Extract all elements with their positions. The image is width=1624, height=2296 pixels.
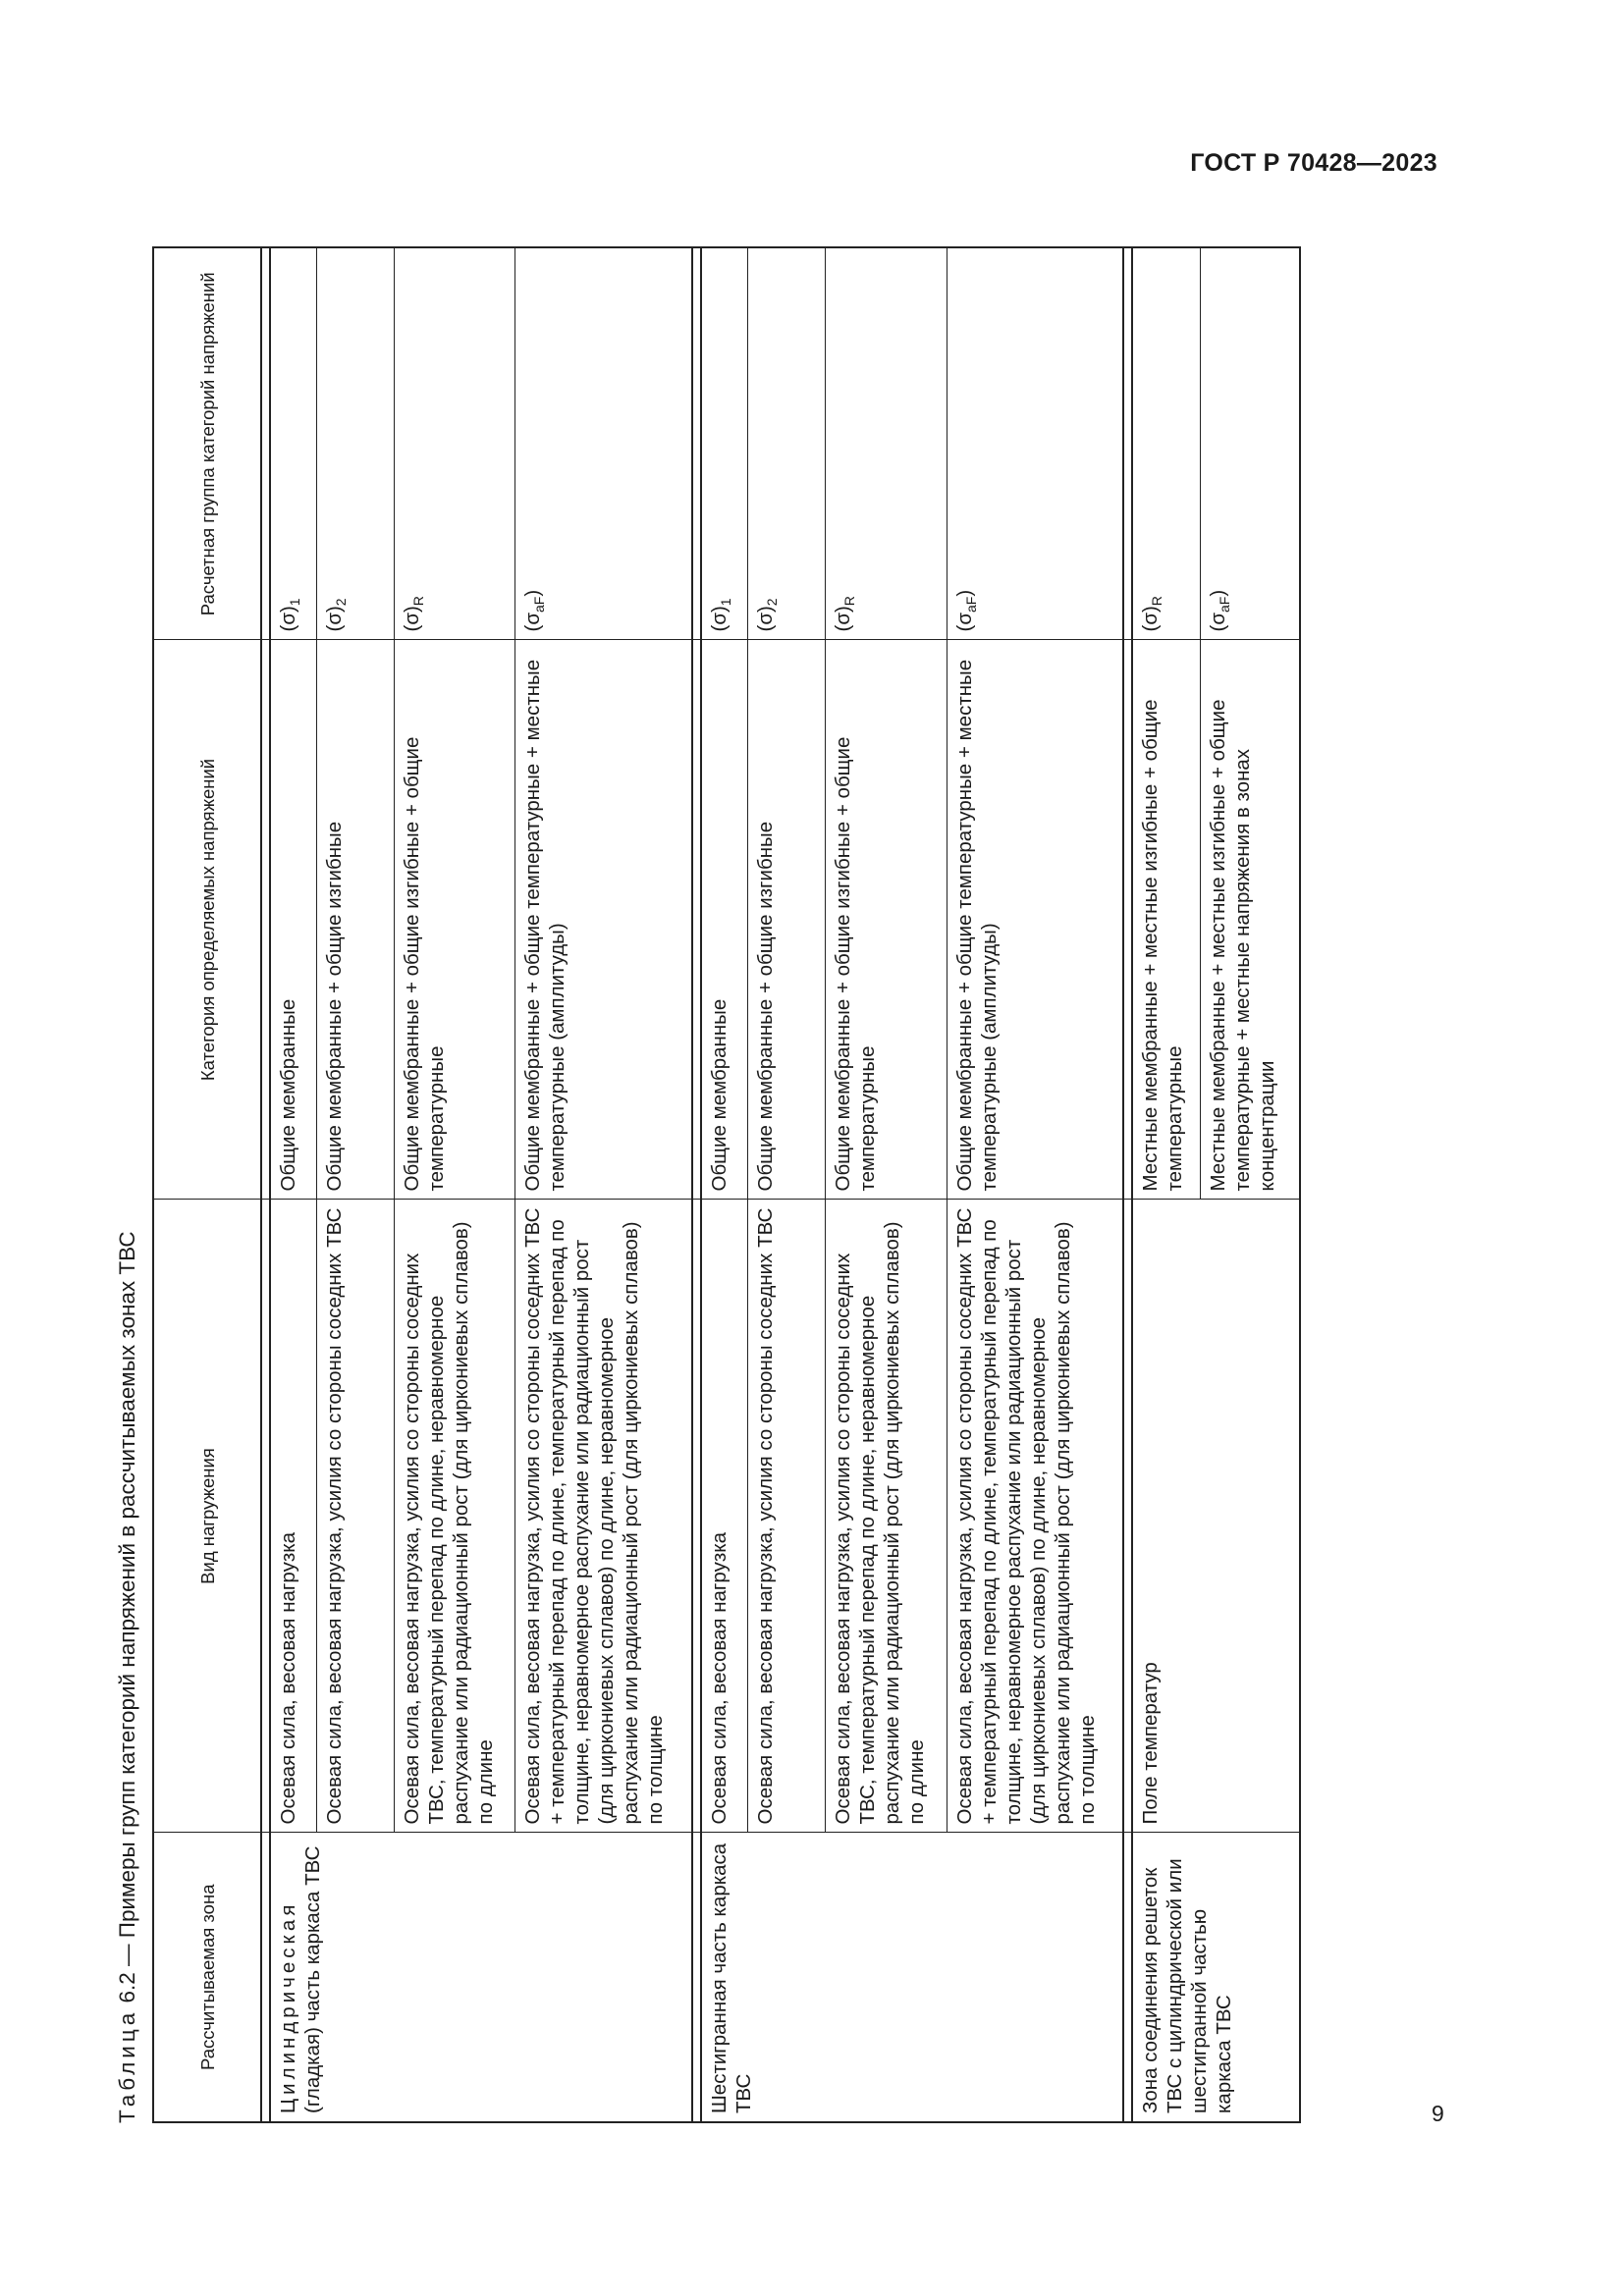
- load-cell: Поле температур: [1132, 1200, 1300, 1833]
- category-cell: Общие мембранные: [701, 640, 748, 1200]
- group-cell: [515, 247, 692, 640]
- header-separator: [261, 247, 270, 2122]
- zone-cylindrical-spaced: Цилиндрическая: [276, 1900, 299, 2113]
- group-base: (σ): [276, 606, 299, 632]
- zone-separator: [692, 247, 701, 2122]
- caption-prefix: Таблица: [115, 2008, 139, 2123]
- load-cell: Осевая сила, весовая нагрузка, усилия со стороны соседних ТВС: [317, 1200, 395, 1833]
- category-cell: Общие мембранные + общие изгибные + общие температурные: [826, 640, 947, 1200]
- load-cell: Осевая сила, весовая нагрузка, усилия со стороны соседних ТВС: [748, 1200, 826, 1833]
- category-cell: Общие мембранные + общие изгибные: [748, 640, 826, 1200]
- group-cell: [270, 247, 317, 640]
- group-sub: aF: [531, 596, 548, 614]
- group-sub: 1: [287, 598, 303, 607]
- group-base: (σ): [400, 606, 423, 632]
- standard-designation: ГОСТ Р 70428—2023: [1190, 149, 1437, 177]
- page-number: 9: [1432, 2101, 1444, 2126]
- rotated-table-block: [103, 248, 1301, 2123]
- group-cell: [1201, 247, 1300, 640]
- category-cell: Общие мембранные + общие температурные + местные температурные (амплитуды): [947, 640, 1123, 1200]
- group-cell: [947, 247, 1123, 640]
- load-cell: Осевая сила, весовая нагрузка: [270, 1200, 317, 1833]
- col-header-load: Вид нагружения: [153, 1200, 261, 1833]
- group-sub: R: [1149, 596, 1165, 607]
- group-base: (σ: [521, 613, 545, 632]
- table-row: [1132, 247, 1201, 2122]
- col-header-category: Категория определяемых напряжений: [153, 640, 261, 1200]
- group-sub: R: [409, 596, 426, 607]
- group-base: (σ): [708, 606, 731, 632]
- load-cell: Осевая сила, весовая нагрузка, усилия со стороны соседних ТВС + температурный перепад по длине, температурный перепад по толщине, неравномерное распухание или радиационный рост (для циркониевых сплавов) по длине, неравномерное распухание или радиационный рост (для циркониевых сплавов) по толщине: [515, 1200, 692, 1833]
- group-cell: [1132, 247, 1201, 640]
- zone-hexagonal: Шестигранная часть каркаса ТВС: [701, 1833, 1123, 2122]
- group-sub: 1: [718, 598, 734, 607]
- group-end: ): [1207, 589, 1230, 597]
- category-cell: Общие мембранные + общие изгибные: [317, 640, 395, 1200]
- group-end: ): [952, 589, 976, 597]
- group-sub: 2: [333, 598, 350, 607]
- category-cell: Общие мембранные: [270, 640, 317, 1200]
- zone-junction: Зона соединения решеток ТВС с цилиндрической или шестигранной частью каркаса ТВС: [1132, 1833, 1300, 2122]
- col-header-zone: Рассчитываемая зона: [153, 1833, 261, 2122]
- table-header-row: [153, 247, 261, 2122]
- load-cell: Осевая сила, весовая нагрузка: [701, 1200, 748, 1833]
- group-base: (σ): [1139, 606, 1163, 632]
- load-cell: Осевая сила, весовая нагрузка, усилия со стороны соседних ТВС + температурный перепад по длине, температурный перепад по толщине, неравномерное распухание или радиационный рост (для циркониевых сплавов) по длине, неравномерное распухание или радиационный рост (для циркониевых сплавов) по толщине: [947, 1200, 1123, 1833]
- group-base: (σ): [323, 606, 347, 632]
- zone-separator: [1123, 247, 1132, 2122]
- group-sub: aF: [962, 596, 979, 614]
- category-cell: Местные мембранные + местные изгибные + общие температурные + местные напряжения в зонах концентрации: [1201, 640, 1300, 1200]
- group-sub: R: [841, 596, 858, 607]
- group-end: ): [521, 589, 545, 597]
- table-row: [270, 247, 317, 2122]
- group-base: (σ): [754, 606, 778, 632]
- group-cell: [701, 247, 748, 640]
- col-header-group: Расчетная группа категорий напряжений: [153, 247, 261, 640]
- load-cell: Осевая сила, весовая нагрузка, усилия со стороны соседних ТВС, температурный перепад по длине, неравномерное распухание или радиационный рост (для циркониевых сплавов) по длине: [826, 1200, 947, 1833]
- group-cell: [317, 247, 395, 640]
- category-cell: Общие мембранные + общие температурные + местные температурные (амплитуды): [515, 640, 692, 1200]
- table-caption: [103, 248, 152, 2123]
- category-cell: Общие мембранные + общие изгибные + общие температурные: [394, 640, 515, 1200]
- stress-category-table: [152, 246, 1301, 2123]
- caption-text: 6.2 — Примеры групп категорий напряжений в рассчитываемых зонах ТВС: [115, 1231, 139, 2003]
- load-cell: Осевая сила, весовая нагрузка, усилия со стороны соседних ТВС, температурный перепад по длине, неравномерное распухание или радиационный рост (для циркониевых сплавов) по длине: [394, 1200, 515, 1833]
- group-sub: 2: [764, 598, 781, 607]
- zone-cylindrical: [270, 1833, 692, 2122]
- group-base: (σ): [832, 606, 855, 632]
- group-cell: [394, 247, 515, 640]
- group-cell: [748, 247, 826, 640]
- group-sub: aF: [1217, 596, 1233, 614]
- zone-cylindrical-rest: (гладкая) часть каркаса ТВС: [300, 1845, 324, 2113]
- group-cell: [826, 247, 947, 640]
- group-base: (σ: [1207, 613, 1230, 632]
- group-base: (σ: [952, 613, 976, 632]
- category-cell: Местные мембранные + местные изгибные + общие температурные: [1132, 640, 1201, 1200]
- table-row: [701, 247, 748, 2122]
